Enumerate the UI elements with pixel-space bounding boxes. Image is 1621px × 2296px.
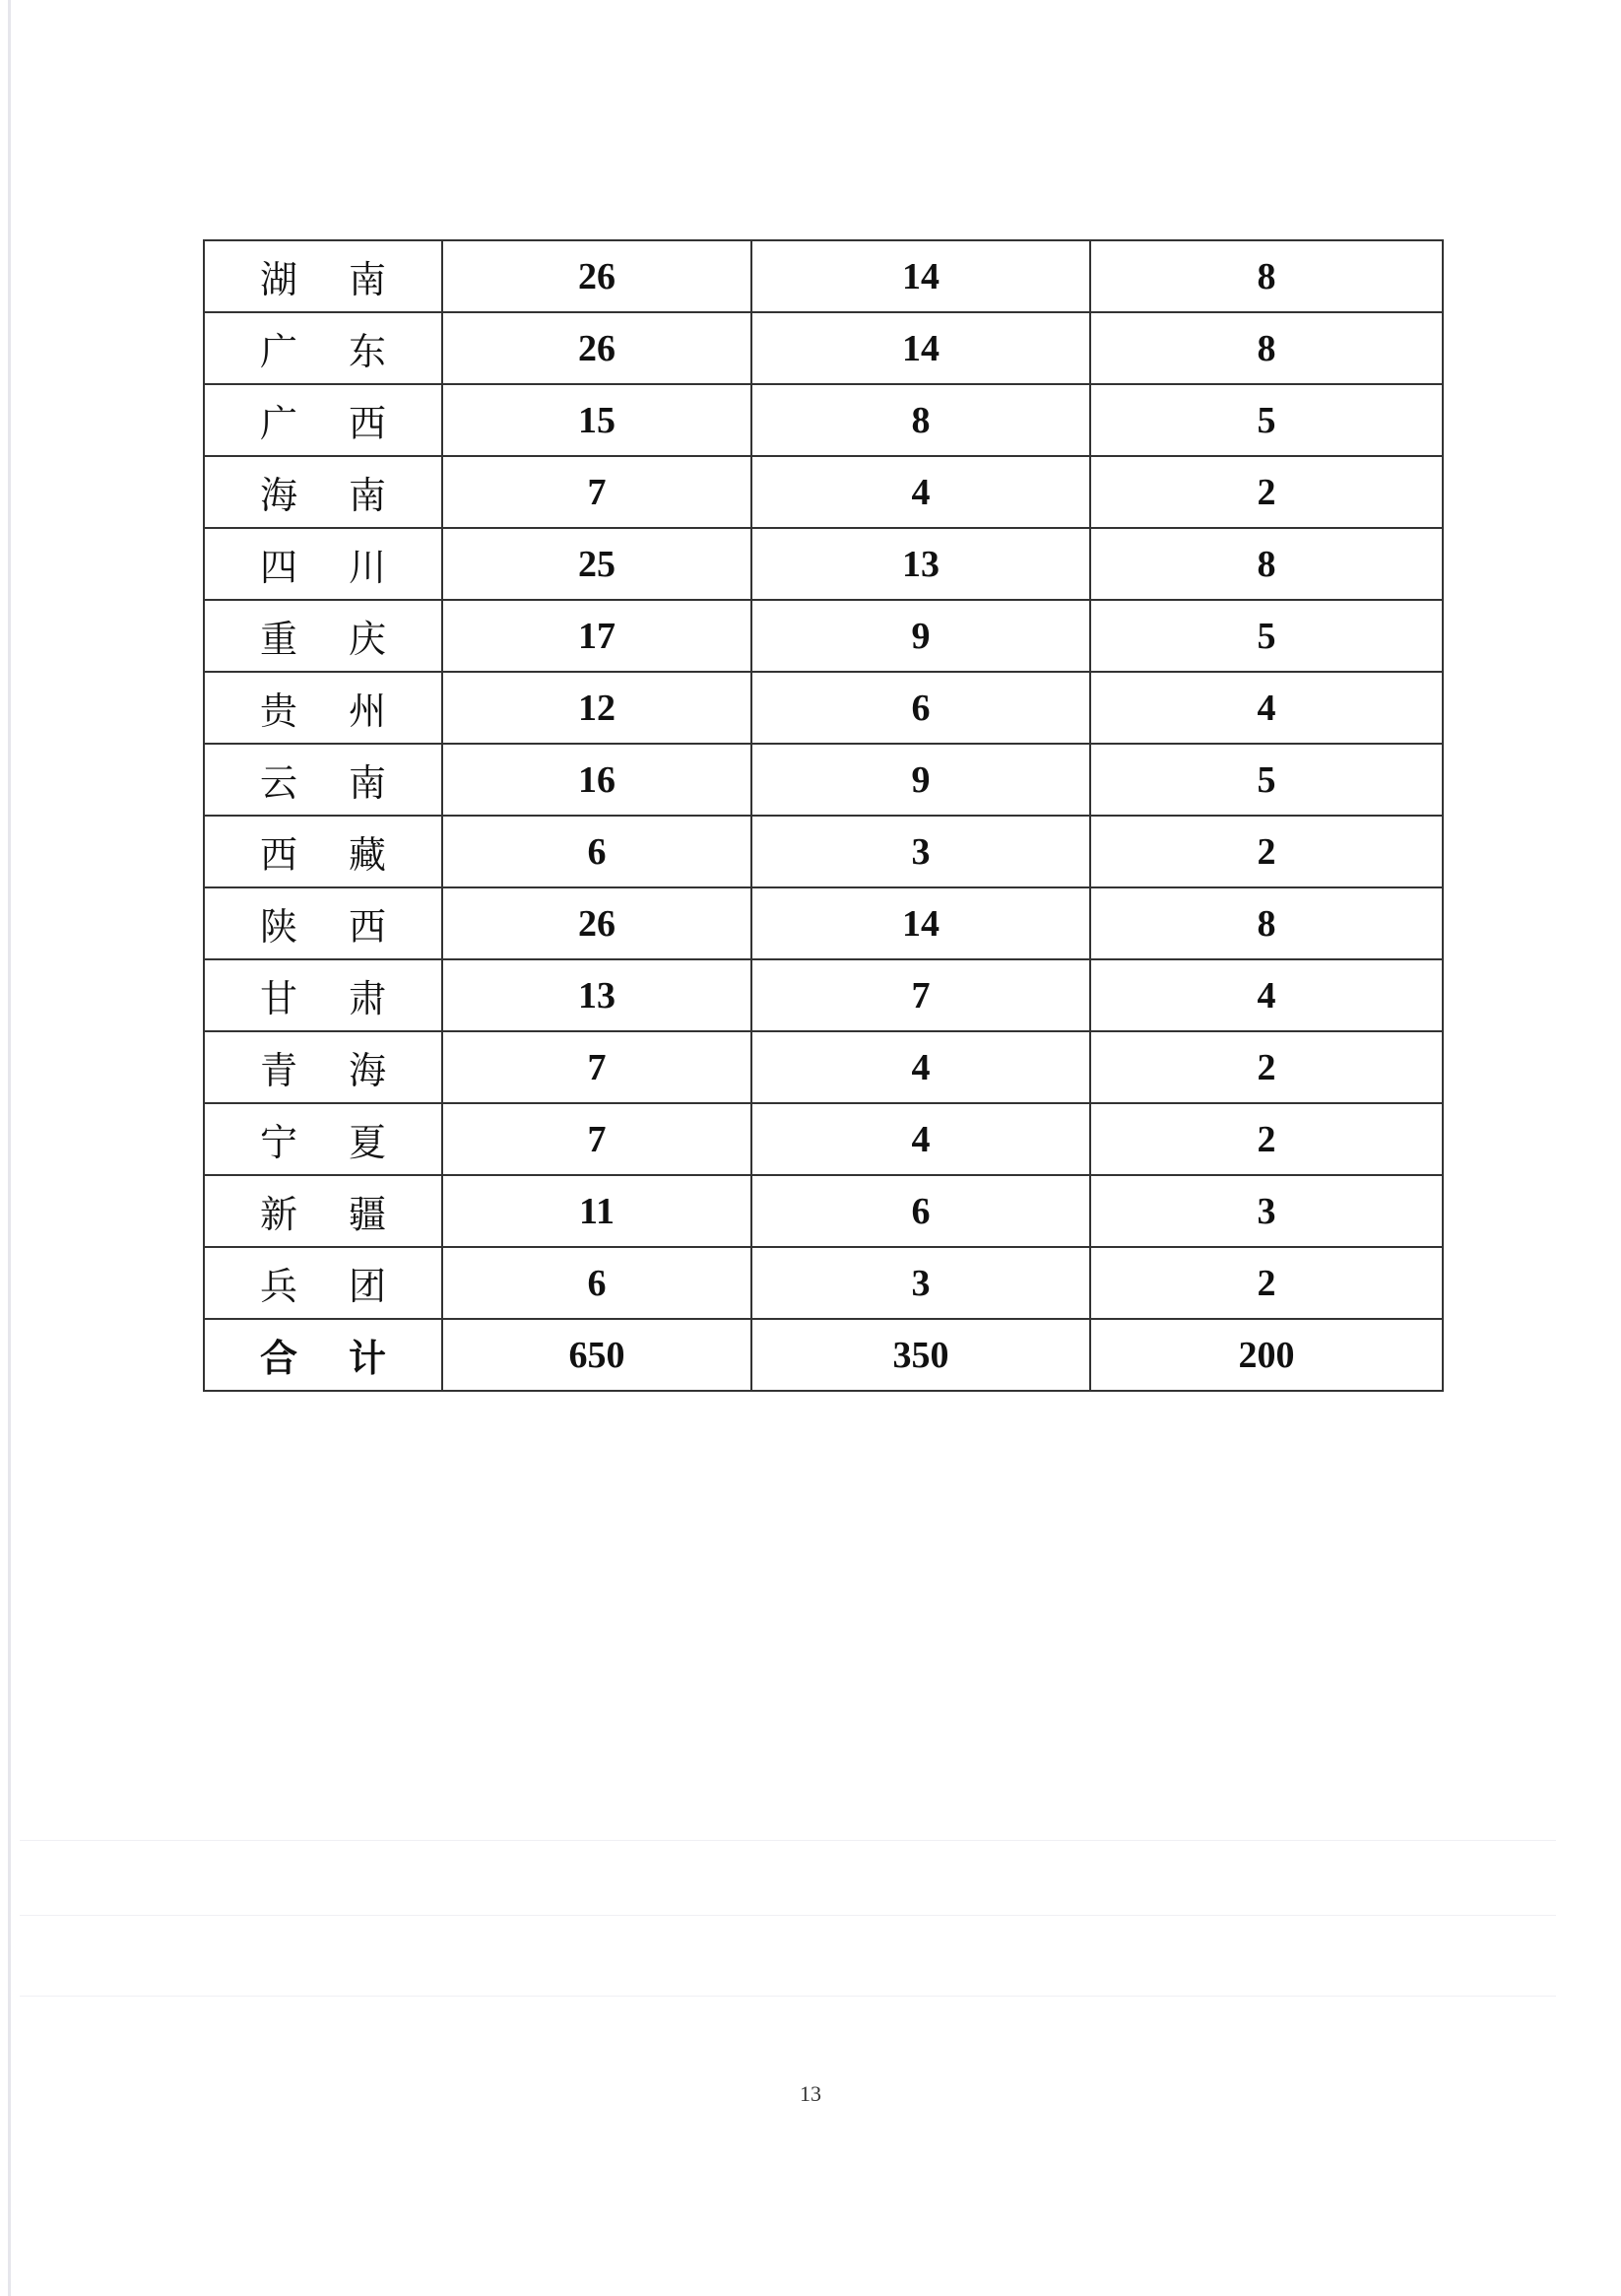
value-a-cell: 11 (442, 1175, 751, 1247)
value-c-cell: 5 (1090, 744, 1443, 816)
value-c-cell: 2 (1090, 1031, 1443, 1103)
table-row (204, 887, 1443, 959)
value-a-cell: 26 (442, 887, 751, 959)
total-row (204, 1319, 1443, 1391)
region-cell: 宁夏 (204, 1103, 442, 1175)
region-cell: 广东 (204, 312, 442, 384)
table-row (204, 1103, 1443, 1175)
table-row (204, 672, 1443, 744)
value-c-cell: 8 (1090, 312, 1443, 384)
table-row (204, 528, 1443, 600)
value-a-cell: 25 (442, 528, 751, 600)
region-cell: 陕西 (204, 887, 442, 959)
region-cell: 甘肃 (204, 959, 442, 1031)
value-b-cell: 6 (751, 672, 1090, 744)
region-cell: 青海 (204, 1031, 442, 1103)
total-b: 350 (751, 1319, 1090, 1391)
value-a-cell: 6 (442, 816, 751, 887)
total-c: 200 (1090, 1319, 1443, 1391)
value-b-cell: 3 (751, 816, 1090, 887)
scan-line (20, 1915, 1556, 1916)
value-b-cell: 14 (751, 887, 1090, 959)
value-b-cell: 9 (751, 744, 1090, 816)
table-row (204, 744, 1443, 816)
value-c-cell: 2 (1090, 456, 1443, 528)
table-row (204, 1175, 1443, 1247)
total-label: 合计 (204, 1319, 442, 1391)
region-cell: 新疆 (204, 1175, 442, 1247)
value-b-cell: 7 (751, 959, 1090, 1031)
total-a: 650 (442, 1319, 751, 1391)
region-cell: 云南 (204, 744, 442, 816)
value-a-cell: 13 (442, 959, 751, 1031)
value-c-cell: 4 (1090, 672, 1443, 744)
table-row (204, 384, 1443, 456)
value-a-cell: 12 (442, 672, 751, 744)
region-cell: 广西 (204, 384, 442, 456)
value-a-cell: 15 (442, 384, 751, 456)
value-c-cell: 5 (1090, 384, 1443, 456)
value-a-cell: 7 (442, 1031, 751, 1103)
region-cell: 兵团 (204, 1247, 442, 1319)
table-row (204, 959, 1443, 1031)
region-cell: 湖南 (204, 240, 442, 312)
value-a-cell: 16 (442, 744, 751, 816)
value-c-cell: 8 (1090, 240, 1443, 312)
region-cell: 西藏 (204, 816, 442, 887)
value-a-cell: 26 (442, 240, 751, 312)
page-edge (8, 0, 11, 2296)
value-b-cell: 4 (751, 1031, 1090, 1103)
value-c-cell: 8 (1090, 528, 1443, 600)
value-a-cell: 26 (442, 312, 751, 384)
value-c-cell: 2 (1090, 1103, 1443, 1175)
region-cell: 四川 (204, 528, 442, 600)
page-number: 13 (800, 2081, 821, 2106)
region-cell: 海南 (204, 456, 442, 528)
value-b-cell: 13 (751, 528, 1090, 600)
value-b-cell: 8 (751, 384, 1090, 456)
value-b-cell: 14 (751, 240, 1090, 312)
value-c-cell: 2 (1090, 816, 1443, 887)
table-row (204, 1031, 1443, 1103)
value-b-cell: 9 (751, 600, 1090, 672)
value-c-cell: 4 (1090, 959, 1443, 1031)
table-body (204, 240, 1443, 1391)
value-c-cell: 3 (1090, 1175, 1443, 1247)
table-row (204, 1247, 1443, 1319)
table-row (204, 240, 1443, 312)
table-row (204, 816, 1443, 887)
table-row (204, 312, 1443, 384)
value-a-cell: 6 (442, 1247, 751, 1319)
value-b-cell: 6 (751, 1175, 1090, 1247)
value-b-cell: 4 (751, 456, 1090, 528)
value-b-cell: 14 (751, 312, 1090, 384)
table-row (204, 600, 1443, 672)
value-a-cell: 17 (442, 600, 751, 672)
scan-line (20, 1996, 1556, 1997)
scan-line (20, 1840, 1556, 1841)
value-a-cell: 7 (442, 456, 751, 528)
value-c-cell: 2 (1090, 1247, 1443, 1319)
quota-table (203, 239, 1444, 1392)
value-b-cell: 4 (751, 1103, 1090, 1175)
table-row (204, 456, 1443, 528)
value-c-cell: 5 (1090, 600, 1443, 672)
region-cell: 重庆 (204, 600, 442, 672)
value-a-cell: 7 (442, 1103, 751, 1175)
value-b-cell: 3 (751, 1247, 1090, 1319)
value-c-cell: 8 (1090, 887, 1443, 959)
region-cell: 贵州 (204, 672, 442, 744)
